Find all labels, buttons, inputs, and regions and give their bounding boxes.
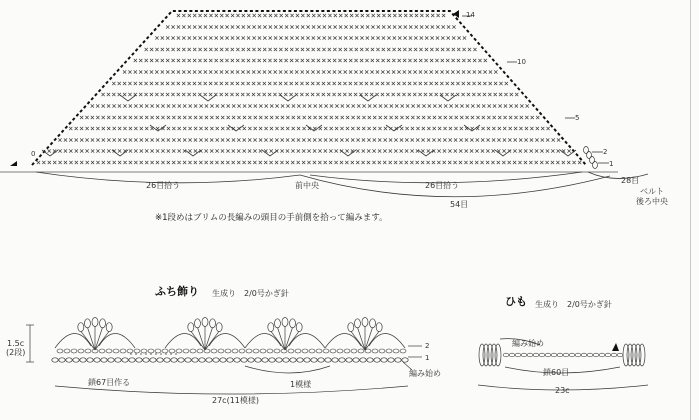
edging-row-marker-2: 2 — [425, 342, 430, 350]
chart-row-13: ×××××××××××××××××××××××××××××××××××××××××××××××××××××× — [165, 21, 457, 32]
cord-chain — [587, 353, 593, 357]
foundation-chain — [171, 358, 177, 362]
row-marker-2: 2 — [603, 148, 608, 156]
fan-stitch — [365, 327, 373, 350]
row1-chain — [358, 349, 364, 353]
foundation-chain — [241, 358, 247, 362]
cord-chain — [527, 353, 533, 357]
chart-row-3: ××××××××××××××××××××××××××××××××××××××××××××××××××××××××××××××××××××××××××××××××××××××××××××× — [57, 134, 562, 145]
row1-chain — [246, 349, 252, 353]
row1-chain — [190, 349, 196, 353]
right-pickup-label: 26目拾う — [425, 181, 460, 190]
cord-chain — [575, 353, 581, 357]
arch-chain — [245, 333, 281, 348]
row-marker-14: 14 — [466, 11, 475, 19]
foundation-chain — [346, 358, 352, 362]
chart-row-9: ×××××××××××××××××××××××××××××××××××××××××××××××××××××××××××××××××××××× — [122, 66, 499, 77]
fan-stitch — [277, 327, 285, 350]
row1-chain — [302, 349, 308, 353]
cord-chain — [599, 353, 605, 357]
foundation-chain — [388, 358, 394, 362]
foundation-chain — [227, 358, 233, 362]
foundation-chain — [178, 358, 184, 362]
arch-chain — [325, 333, 361, 348]
cord-start: 編み始め — [512, 339, 544, 348]
chain-stitch — [584, 147, 589, 154]
cord-chain — [551, 353, 557, 357]
chart-row-11: ×××××××××××××××××××××××××××××××××××××××××××××××××××××××××××××× — [143, 43, 478, 54]
chart-row-4: ××××××××××××××××××××××××××××××××××××××××××××××××××××××××××××××××××××××××××××××××××××××××× — [68, 123, 551, 134]
cord-chain — [533, 353, 539, 357]
foundation-chain — [325, 358, 331, 362]
foundation-chain — [80, 358, 86, 362]
bobble-stitch — [639, 344, 645, 366]
row1-chain — [386, 349, 392, 353]
picot — [282, 318, 288, 327]
chain-stitch — [587, 152, 592, 159]
row-marker-10: 10 — [517, 58, 526, 66]
side-count-label: 28目 — [621, 176, 640, 185]
arch-chain — [369, 333, 405, 348]
picot — [78, 323, 84, 332]
foundation-chain — [73, 358, 79, 362]
edging-yarn: 生成り 2/0号かぎ針 — [212, 289, 289, 298]
picot — [84, 319, 90, 328]
foundation-chain — [360, 358, 366, 362]
bobble-stitch — [495, 344, 501, 366]
row1-chain — [316, 349, 322, 353]
foundation-chain — [290, 358, 296, 362]
foundation-chain — [276, 358, 282, 362]
chart-row-14: ×××××××××××××××××××××××××××××××××××××××××××××××××× — [176, 10, 446, 20]
foundation-chain — [318, 358, 324, 362]
row1-chain — [106, 349, 112, 353]
row1-chain — [64, 349, 70, 353]
foundation-chain — [101, 358, 107, 362]
foundation-chain — [367, 358, 373, 362]
row-14-triangle — [453, 10, 459, 18]
row1-chain — [232, 349, 238, 353]
cord-chain — [569, 353, 575, 357]
cord-chain — [563, 353, 569, 357]
fan-stitch — [95, 331, 109, 350]
fan-stitch — [205, 327, 213, 350]
arch-chain — [289, 333, 325, 348]
foundation-chain — [269, 358, 275, 362]
row1-chain — [78, 349, 84, 353]
row1-chain — [176, 349, 182, 353]
row1-chain — [169, 349, 175, 353]
width-arc — [55, 386, 408, 394]
row1-chain — [365, 349, 371, 353]
row1-chain — [57, 349, 63, 353]
foundation-chain — [108, 358, 114, 362]
foundation-chain — [248, 358, 254, 362]
foundation-chain — [199, 358, 205, 362]
foundation-chain — [297, 358, 303, 362]
cord-chain — [581, 353, 587, 357]
foundation-chain — [311, 358, 317, 362]
crown-chart — [0, 10, 648, 197]
row-marker-1: 1 — [609, 160, 614, 168]
foundation-chain — [381, 358, 387, 362]
picot — [348, 323, 354, 332]
cord-chain — [593, 353, 599, 357]
row1-chain — [309, 349, 315, 353]
row1-chain — [288, 349, 294, 353]
edging-height: 1.5c — [7, 339, 25, 348]
row-marker-5: 5 — [575, 114, 580, 122]
picot — [370, 319, 376, 328]
cord-chain — [605, 353, 611, 357]
foundation-chain — [262, 358, 268, 362]
row1-chain — [211, 349, 217, 353]
foundation-chain — [283, 358, 289, 362]
picot — [216, 323, 222, 332]
row1-chain — [197, 349, 203, 353]
back-center-label: 後ろ中央 — [636, 197, 668, 206]
chart-row-1: ××××××××××××××××××××××××××××××××××××××××××××××××××××××××××××××××××××××××××××××××××××××××××××××××××××× — [36, 157, 583, 167]
picot — [100, 319, 106, 328]
row1-chain — [260, 349, 266, 353]
fan-stitch — [197, 327, 205, 350]
row1-chain — [372, 349, 378, 353]
row1-chain — [71, 349, 77, 353]
row1-chain — [253, 349, 259, 353]
row1-chain — [120, 349, 126, 353]
fan-stitch — [81, 331, 95, 350]
picot — [194, 319, 200, 328]
row1-chain — [330, 349, 336, 353]
foundation-chain — [157, 358, 163, 362]
picot — [376, 323, 382, 332]
picot — [274, 319, 280, 328]
row1-chain — [337, 349, 343, 353]
cord-end-triangle — [612, 343, 619, 351]
row1-chain — [134, 349, 140, 353]
center-front-label: 前中央 — [295, 181, 319, 190]
cord-chain — [545, 353, 551, 357]
foundation-chain — [395, 358, 401, 362]
chart-row-7: ×××××××××××××××××××××××××××××××××××××××××××××××××××××××××××××××××××××××××××××× — [100, 89, 520, 100]
foundation-chain — [353, 358, 359, 362]
foundation-chain — [255, 358, 261, 362]
fan-stitch — [285, 331, 299, 350]
arch-chain — [55, 333, 91, 348]
picot — [268, 323, 274, 332]
fan-stitch — [95, 327, 103, 350]
cord-chain — [521, 353, 527, 357]
row1-chain — [400, 349, 406, 353]
chart-row-12: ×××××××××××××××××××××××××××××××××××××××××××××××××××××××××× — [154, 32, 467, 43]
chain-stitch — [590, 157, 595, 164]
edging-start: 編み始め — [409, 369, 441, 378]
row1-chain — [225, 349, 231, 353]
chart-row-5: ××××××××××××××××××××××××××××××××××××××××××××××××××××××××××××××××××××××××××××××××××××× — [79, 111, 541, 122]
fan-stitch — [351, 331, 365, 350]
total-count-label: 54目 — [450, 200, 469, 209]
edging-width: 27c(11模様) — [212, 396, 259, 405]
cord-chain — [503, 353, 509, 357]
cord-chain — [557, 353, 563, 357]
row1-chain — [393, 349, 399, 353]
edging-rows: (2段) — [6, 348, 26, 357]
foundation-chain — [94, 358, 100, 362]
foundation-chain — [150, 358, 156, 362]
row1-chain — [218, 349, 224, 353]
foundation-chain — [129, 358, 135, 362]
picot — [188, 323, 194, 332]
cord-chain — [617, 353, 623, 357]
foundation-chain — [143, 358, 149, 362]
instruction-note: ※1段めはブリムの長編みの頭目の手前側を拾って編みます。 — [155, 213, 388, 223]
row1-chain — [113, 349, 119, 353]
foundation-chain — [59, 358, 65, 362]
row1-chain — [344, 349, 350, 353]
fan-stitch — [285, 327, 293, 350]
chart-row-6: ××××××××××××××××××××××××××××××××××××××××××××××××××××××××××××××××××××××××××××××××× — [89, 100, 530, 111]
foundation-chain — [136, 358, 142, 362]
foundation-chain — [115, 358, 121, 362]
row1-chain — [155, 349, 161, 353]
picot — [106, 323, 112, 332]
arch-chain — [209, 333, 245, 348]
row1-chain — [85, 349, 91, 353]
foundation-chain — [87, 358, 93, 362]
picot — [296, 323, 302, 332]
start-mark: 0 — [31, 150, 36, 158]
cord-yarn: 生成り 2/0号かぎ針 — [535, 300, 612, 309]
row1-chain — [351, 349, 357, 353]
foundation-chain — [234, 358, 240, 362]
row1-chain — [379, 349, 385, 353]
foundation-chain — [339, 358, 345, 362]
foundation-chain — [164, 358, 170, 362]
arch-chain — [99, 333, 135, 348]
cord-chain-count: 鎖60目 — [543, 368, 570, 377]
foundation-chain — [185, 358, 191, 362]
row1-chain — [323, 349, 329, 353]
foundation-chain — [213, 358, 219, 362]
row1-chain — [148, 349, 154, 353]
row1-chain — [183, 349, 189, 353]
row1-chain — [295, 349, 301, 353]
picot — [92, 318, 98, 327]
row1-chain — [141, 349, 147, 353]
edging-title: ふち飾り — [155, 285, 199, 298]
fan-stitch — [191, 331, 205, 350]
edging-chart — [26, 318, 422, 395]
cord-chain — [515, 353, 521, 357]
row1-chain — [239, 349, 245, 353]
foundation-chain — [402, 358, 408, 362]
row1-chain — [99, 349, 105, 353]
cord-title: ひも — [505, 295, 527, 308]
foundation-chain — [374, 358, 380, 362]
fan-stitch — [87, 327, 95, 350]
fan-stitch — [357, 327, 365, 350]
foundation-chain — [332, 358, 338, 362]
cord-chain — [611, 353, 617, 357]
cord-chain — [509, 353, 515, 357]
row1-chain — [162, 349, 168, 353]
row1-chain — [127, 349, 133, 353]
cord-chain — [539, 353, 545, 357]
arch-chain — [165, 333, 201, 348]
chain-stitch — [593, 162, 598, 169]
left-pickup-label: 26目拾う — [146, 181, 181, 190]
foundation-chain — [220, 358, 226, 362]
foundation-chain — [192, 358, 198, 362]
row1-chain — [267, 349, 273, 353]
page-fold-line — [690, 0, 691, 420]
fan-stitch — [205, 331, 219, 350]
picot — [290, 319, 296, 328]
picot — [362, 318, 368, 327]
chart-row-8: ×××××××××××××××××××××××××××××××××××××××××××××××××××××××××××××××××××××××××× — [111, 77, 509, 88]
row1-chain — [281, 349, 287, 353]
repeat-arc — [245, 366, 330, 373]
picot — [354, 319, 360, 328]
cord-length: 23c — [555, 386, 570, 395]
picot — [202, 318, 208, 327]
picot — [210, 319, 216, 328]
chart-row-10: ×××××××××××××××××××××××××××××××××××××××××××××××××××××××××××××××××× — [132, 55, 488, 66]
chart-row-2: ××××××××××××××××××××××××××××××××××××××××××××××××××××××××××××××××××××××××××××××××××××××××××××××××× — [46, 145, 572, 156]
cord-chart — [478, 339, 648, 390]
belt-label: ベルト — [640, 187, 664, 196]
fan-stitch — [365, 331, 379, 350]
foundation-chain — [206, 358, 212, 362]
fan-stitch — [271, 331, 285, 350]
foundation-chain — [52, 358, 58, 362]
edging-foundation: 鎖67目作る — [88, 378, 131, 387]
foundation-chain — [66, 358, 72, 362]
foundation-chain — [122, 358, 128, 362]
foundation-chain — [304, 358, 310, 362]
edging-repeat: 1模様 — [290, 380, 312, 389]
start-triangle-left — [10, 161, 17, 166]
row1-chain — [274, 349, 280, 353]
edging-row-marker-1: 1 — [425, 354, 430, 362]
